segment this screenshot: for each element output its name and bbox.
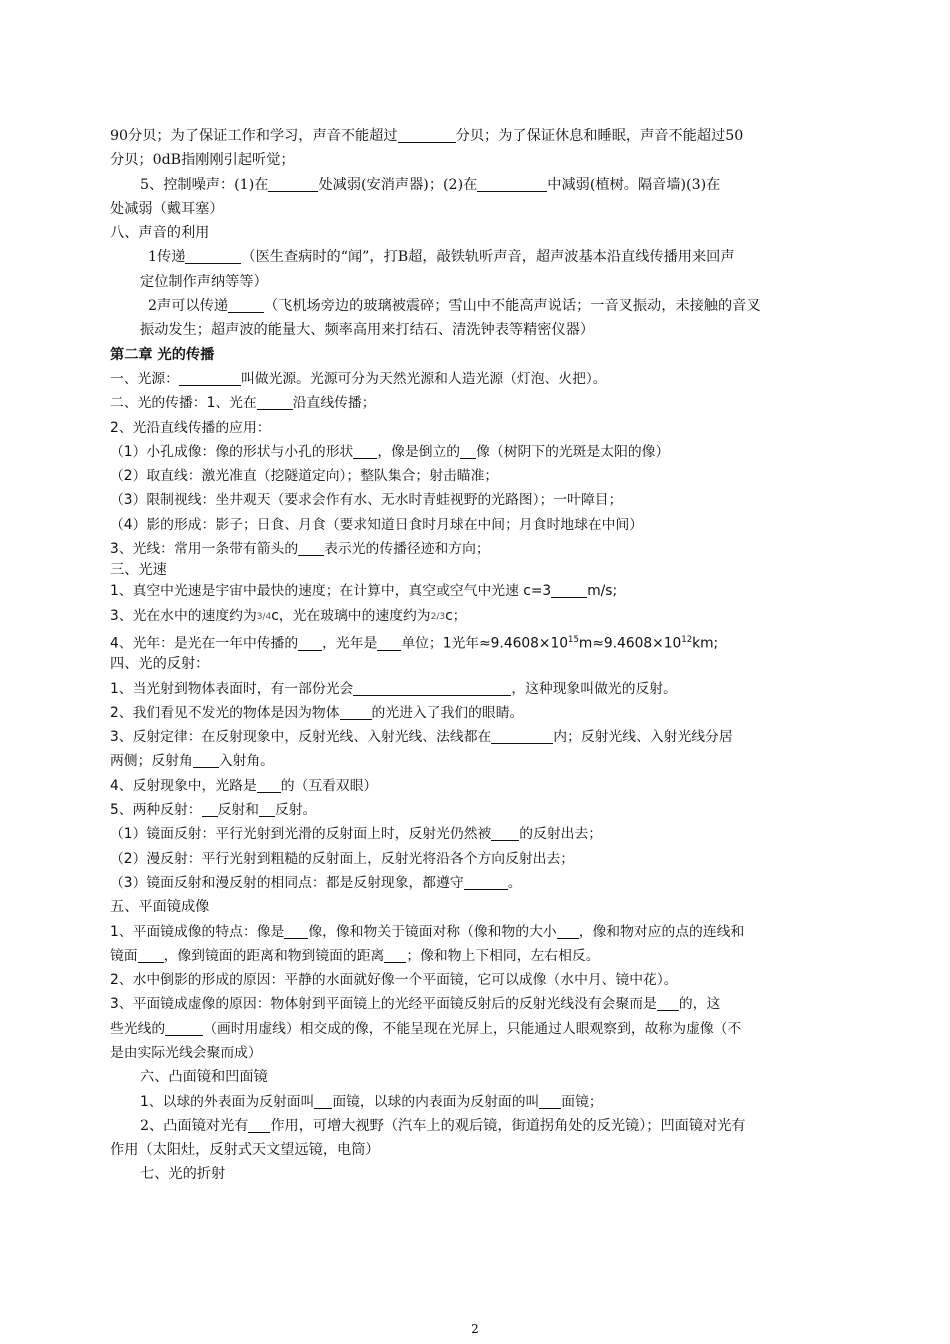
fill-blank	[257, 777, 281, 793]
text-line: 处减弱（戴耳塞）	[110, 200, 224, 217]
fill-blank	[138, 947, 164, 963]
text-line: 3、光在水中的速度约为3/4c，光在玻璃中的速度约为2/3c；	[110, 607, 467, 624]
section-heading: 四、光的反射：	[110, 656, 210, 673]
text-line: 1、真空中光速是宇宙中最快的速度；在计算中，真空或空气中光速 c=3 m/s;	[110, 583, 618, 600]
page-number: 2	[471, 1322, 479, 1336]
text-line: 定位制作声纳等等）	[140, 273, 268, 290]
fill-blank	[353, 443, 377, 459]
fraction: 3/4	[256, 611, 272, 622]
text-line: 一、光源： 叫做光源。光源可分为天然光源和人造光源（灯泡、火把）。	[110, 370, 607, 387]
text-line: 2、水中倒影的形成的原因：平静的水面就好像一个平面镜，它可以成像（水中月、镜中花）。	[110, 972, 678, 989]
text-line: （2）漫反射：平行光射到粗糙的反射面上，反射光将沿各个方向反射出去；	[110, 850, 575, 867]
fill-blank	[284, 923, 308, 939]
fill-blank	[268, 176, 318, 192]
fill-blank	[464, 874, 508, 890]
fill-blank	[340, 704, 372, 720]
fill-blank	[179, 370, 241, 386]
fill-blank	[165, 1020, 203, 1036]
text-line: 是由实际光线会聚而成）	[110, 1044, 262, 1061]
text-line: 1传递 （医生查病时的“闻”，打B超，敲铁轨听声音，超声波基本沿直线传播用来回声	[148, 249, 735, 266]
text-line: （4）影的形成：影子；日食、月食（要求知道日食时月球在中间；月食时地球在中间）	[110, 516, 644, 533]
text-line: 振动发生；超声波的能量大、频率高用来打结石、清洗钟表等精密仪器）	[140, 322, 595, 339]
text-line: 些光线的 （画时用虚线）相交成的像，不能呈现在光屏上，只能通过人眼观察到，故称为虚像（不	[110, 1020, 742, 1037]
section-heading: 七、光的折射	[140, 1166, 226, 1183]
text-line: 3、反射定律：在反射现象中，反射光线、入射光线、法线都在 内；反射光线、入射光线分居	[110, 729, 733, 746]
fill-blank	[259, 801, 275, 817]
fill-blank	[557, 923, 579, 939]
text-line: 镜面 ，像到镜面的距离和物到镜面的距离 ；像和物上下相同，左右相反。	[110, 947, 600, 964]
section-heading: 八、声音的利用	[110, 225, 210, 242]
fill-blank	[398, 127, 456, 143]
text-line: 2声可以传递 （飞机场旁边的玻璃被震碎；雪山中不能高声说话；一音叉振动，未接触的音叉	[148, 298, 761, 315]
fill-blank	[353, 680, 511, 696]
text-line: （3）限制视线：坐井观天（要求会作有水、无水时青蛙视野的光路图）；一叶障目；	[110, 492, 623, 509]
fill-blank	[185, 248, 241, 264]
fill-blank	[377, 635, 401, 651]
text-line: （1）镜面反射：平行光射到光滑的反射面上时，反射光仍然被 的反射出去；	[110, 826, 603, 843]
section-heading: 六、凸面镜和凹面镜	[140, 1069, 268, 1086]
fill-blank	[298, 635, 322, 651]
text-line: 4、反射现象中，光路是 的（互看双眼）	[110, 777, 378, 794]
text-line: 2、凸面镜对光有 作用，可增大视野（汽车上的观后镜，街道拐角处的反光镜）；凹面镜对光有	[140, 1117, 746, 1134]
text-line: 分贝；0dB指刚刚引起听觉；	[110, 152, 295, 169]
fill-blank	[248, 1117, 270, 1133]
fill-blank	[193, 752, 219, 768]
text-line: 2、我们看见不发光的物体是因为物体 的光进入了我们的眼睛。	[110, 704, 524, 721]
text-line: （3）镜面反射和漫反射的相同点：都是反射现象，都遵守 。	[110, 874, 522, 891]
chapter-heading: 第二章 光的传播	[110, 346, 215, 363]
text-line: 3、光线：常用一条带有箭头的 表示光的传播径迹和方向；	[110, 541, 490, 558]
section-heading: 五、平面镜成像	[110, 899, 210, 916]
text-line: 1、当光射到物体表面时，有一部份光会 ，这种现象叫做光的反射。	[110, 680, 677, 697]
text-line: 2、光沿直线传播的应用：	[110, 419, 271, 436]
fill-blank	[491, 728, 553, 744]
text-line: 两侧；反射角 入射角。	[110, 753, 274, 770]
text-line: 1、以球的外表面为反射面叫 面镜，以球的内表面为反射面的叫 面镜；	[140, 1093, 603, 1110]
fill-blank	[314, 1093, 332, 1109]
fill-blank	[539, 1093, 561, 1109]
fill-blank	[384, 947, 406, 963]
section-heading: 三、光速	[110, 562, 167, 579]
fill-blank	[228, 297, 264, 313]
fill-blank	[551, 582, 587, 598]
text-line: 3、平面镜成虚像的原因：物体射到平面镜上的光经平面镜反射后的反射光线没有会聚而是 的，这	[110, 996, 721, 1013]
fraction: 2/3	[430, 611, 446, 622]
text-line: （1）小孔成像：像的形状与小孔的形状 ，像是倒立的 像（树阴下的光斑是太阳的像）	[110, 443, 670, 460]
fill-blank	[460, 443, 476, 459]
text-line: 作用（太阳灶，反射式天文望远镜，电筒）	[110, 1142, 380, 1159]
fill-blank	[298, 540, 324, 556]
fill-blank	[491, 825, 519, 841]
text-line: 1、平面镜成像的特点：像是 像，像和物关于镜面对称（像和物的大小 ，像和物对应的点的连线和	[110, 923, 745, 940]
text-line: 5、两种反射： 反射和 反射。	[110, 802, 317, 819]
document-body	[110, 124, 840, 1187]
fill-blank	[657, 995, 679, 1011]
text-line: （2）取直线：激光准直（挖隧道定向）；整队集合；射击瞄准；	[110, 468, 499, 485]
fill-blank	[202, 801, 218, 817]
text-line: 5、控制噪声：(1)在 处减弱(安消声器)；(2)在 中减弱(植树。隔音墙)(3)在	[140, 176, 721, 193]
text-line: 二、光的传播：1、光在 沿直线传播；	[110, 395, 376, 412]
fill-blank	[257, 394, 293, 410]
text-line: 90分贝；为了保证工作和学习，声音不能超过 分贝；为了保证休息和睡眠，声音不能超过50	[110, 128, 744, 144]
text-line: 4、光年：是光在一年中传播的 ，光年是 单位；1光年$\approx 9.4608\times 10^{15}m\approx 9.4608\times 10^{12}km$;	[110, 634, 719, 652]
fill-blank	[477, 176, 547, 192]
